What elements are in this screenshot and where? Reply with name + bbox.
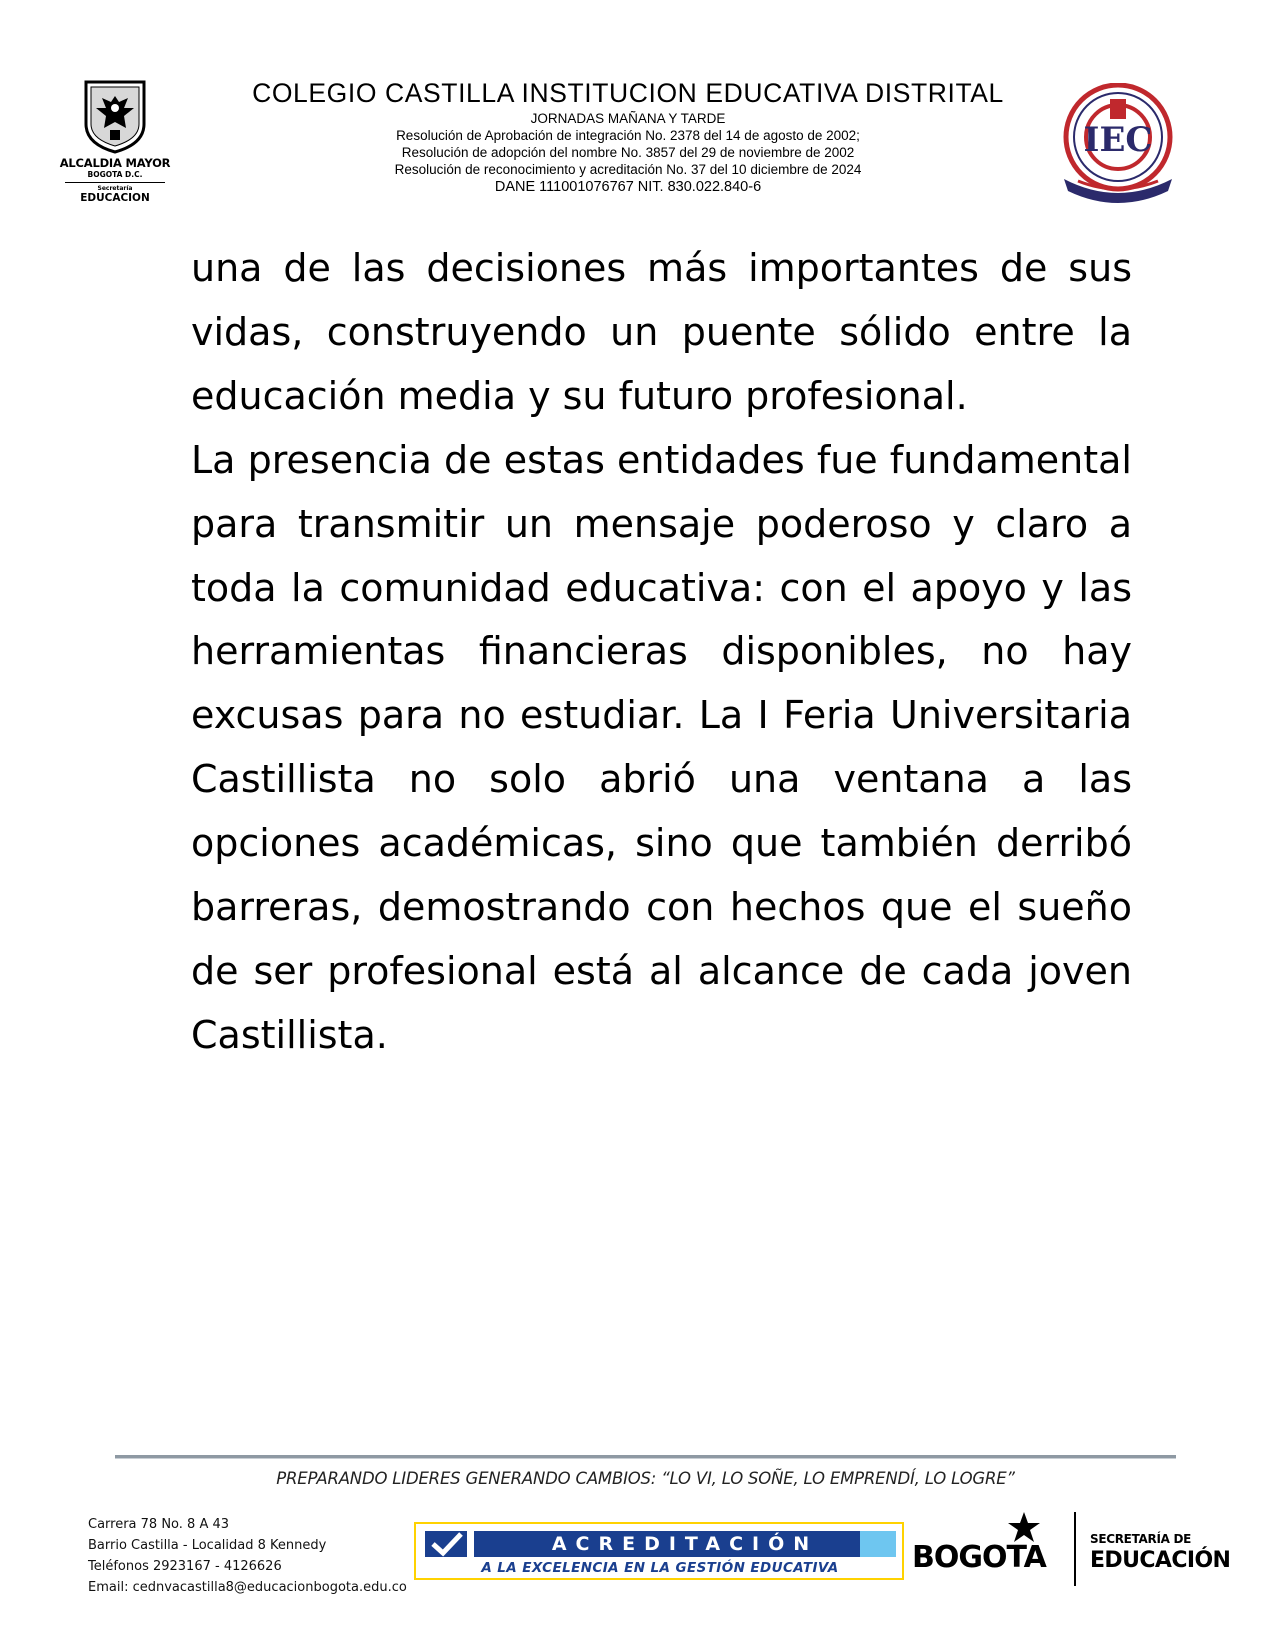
accreditation-accent [860,1531,896,1557]
logo-divider [65,182,165,183]
educacion-label: EDUCACIÓN [1090,1548,1231,1573]
accreditation-badge [414,1522,904,1580]
dane-nit: DANE 111001076767 NIT. 830.022.840-6 [494,179,762,195]
address-line: Carrera 78 No. 8 A 43 [88,1517,230,1532]
letterhead [178,78,1078,196]
phone-line: Teléfonos 2923167 - 4126626 [88,1559,282,1574]
accreditation-subtitle: A LA EXCELENCIA EN LA GESTIÓN EDUCATIVA [481,1560,839,1576]
alcaldia-mayor-label: ALCALDIA MAYOR [59,156,171,170]
secretaria-educacion-logo [1090,1532,1230,1573]
contact-info [88,1514,407,1598]
secretaria-de-label: SECRETARÍA DE [1090,1532,1192,1546]
paragraph: una de las decisiones más importantes de sus vidas, construyendo un puente sólido entre la educación media y su futuro profesional. [191,246,1132,418]
secretaria-label: Secretaría [97,185,133,192]
school-name: COLEGIO CASTILLA INSTITUCION EDUCATIVA DISTRITAL [252,78,1004,108]
school-crest-logo [1058,83,1178,203]
bogota-coat-of-arms-icon [82,78,148,154]
jornadas: JORNADAS MAÑANA Y TARDE [530,111,726,126]
accreditation-title-bar [474,1531,896,1557]
resolution-line: Resolución de reconocimiento y acreditación No. 37 del 10 diciembre de 2024 [394,162,862,177]
bogota-dc-label: BOGOTA D.C. [87,170,143,179]
educacion-label: EDUCACION [80,192,150,204]
svg-text:IEC: IEC [1083,120,1153,160]
resolution-line: Resolución de Aprobación de integración No. 2378 del 14 de agosto de 2002; [396,128,860,143]
email-line: Email: cednvacastilla8@educacionbogota.edu.co [88,1580,407,1595]
paragraph: La presencia de estas entidades fue fundamental para transmitir un mensaje poderoso y claro a toda la comunidad educativa: con el apoyo y las herramientas financieras disponibles, no hay excusas para no estudiar. La I Feria Universitaria Castillista no solo abrió una ventana a las opciones académicas, sino que también derribó barreras, demostrando con hechos que el sueño de ser profesional está al alcance de cada joven Castillista. [191,437,1132,1057]
footer-vertical-divider [1074,1512,1076,1586]
bogota-wordmark: BOGOTA [912,1540,1046,1575]
footer-divider [115,1455,1176,1459]
resolution-line: Resolución de adopción del nombre No. 3857 del 29 de noviembre de 2002 [401,145,855,160]
accreditation-title: ACREDITACIÓN [551,1533,819,1555]
alcaldia-logo [55,78,175,208]
neighborhood-line: Barrio Castilla - Localidad 8 Kennedy [88,1538,327,1553]
checkmark-icon [423,1529,469,1559]
bogota-logo [912,1510,1062,1580]
article-body [191,237,1132,1068]
school-crest-icon [1058,83,1178,203]
footer-motto: PREPARANDO LIDERES GENERANDO CAMBIOS: “LO VI, LO SOÑE, LO EMPRENDÍ, LO LOGRE” [276,1469,1015,1488]
